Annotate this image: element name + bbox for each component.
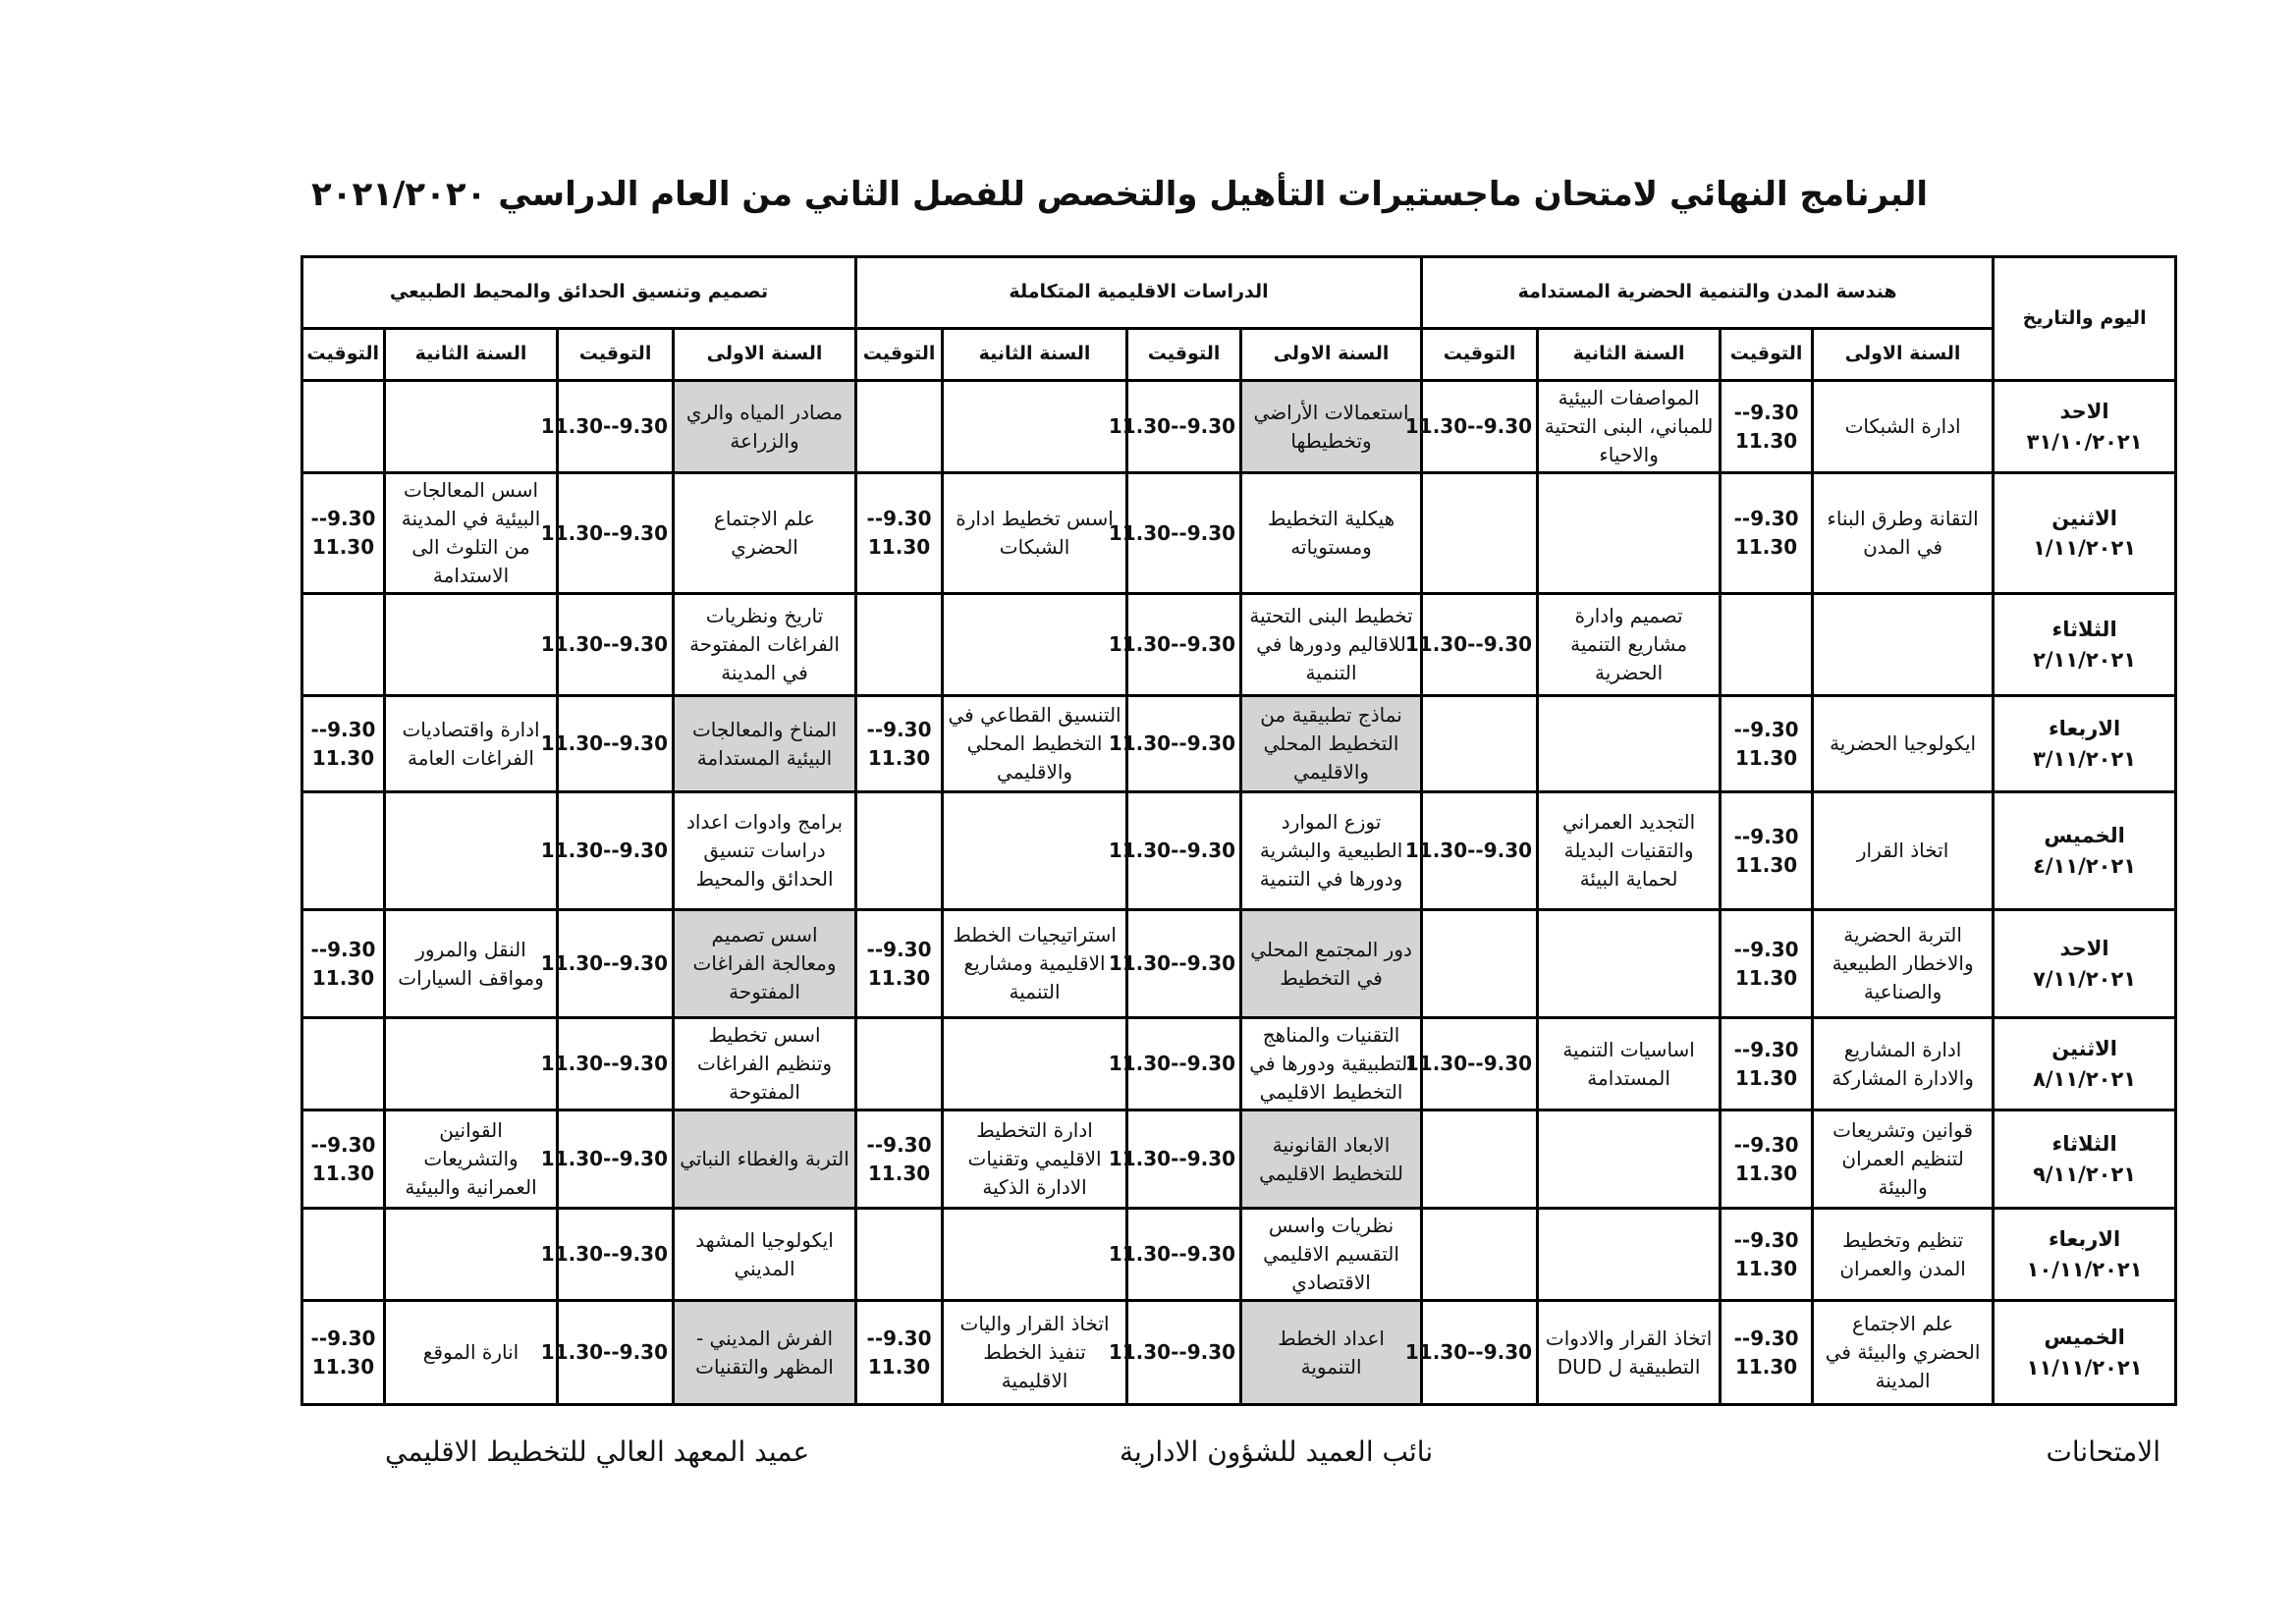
time-cell: 9.30--11.30 <box>558 381 674 473</box>
year1-header: السنة الاولى <box>1241 329 1422 381</box>
course-cell <box>856 594 943 696</box>
time-cell: 9.30-- 11.30 <box>856 1301 943 1405</box>
time-cell: 9.30--11.30 <box>1127 1018 1241 1110</box>
course-cell: اتخاذ القرار واليات تنفيذ الخطط الاقليمية <box>943 1301 1127 1405</box>
course-cell: دور المجتمع المحلي في التخطيط <box>1241 910 1422 1018</box>
time-cell: 9.30-- 11.30 <box>1721 1018 1813 1110</box>
timing-header: التوقيت <box>856 329 943 381</box>
course-cell: الفرش المديني - المظهر والتقنيات <box>674 1301 856 1405</box>
signature-exams: الامتحانات <box>2046 1435 2160 1468</box>
day-name: الثلاثاء <box>2051 1132 2117 1157</box>
year2-header: السنة الثانية <box>943 329 1127 381</box>
time-cell: 9.30-- 11.30 <box>856 910 943 1018</box>
table-row <box>302 1301 2176 1405</box>
day-date-cell <box>1994 473 2176 594</box>
year2-header: السنة الثانية <box>385 329 558 381</box>
course-cell: اتخاذ القرار <box>1813 792 1994 910</box>
course-cell <box>1422 910 1538 1018</box>
group-header-urban: هندسة المدن والتنمية الحضرية المستدامة <box>1422 257 1994 329</box>
day-name: الاربعاء <box>2048 1227 2121 1252</box>
course-cell <box>1538 910 1721 1018</box>
course-cell: التقانة وطرق البناء في المدن <box>1813 473 1994 594</box>
course-cell: التنسيق القطاعي في التخطيط المحلي والاقليمي <box>943 696 1127 792</box>
page-title: البرنامج النهائي لامتحان ماجستيرات التأهيل والتخصص للفصل الثاني من العام الدراسي ٢٠٢١/٢٠٢٠ <box>311 175 1928 214</box>
course-cell: نظريات واسس التقسيم الاقليمي الاقتصادي <box>1241 1209 1422 1301</box>
date-value: ١٠/١١/٢٠٢١ <box>2026 1257 2143 1281</box>
table-row <box>302 696 2176 792</box>
course-cell: اعداد الخطط التنموية <box>1241 1301 1422 1405</box>
course-cell <box>856 1018 943 1110</box>
time-cell: 9.30--11.30 <box>1422 1018 1538 1110</box>
date-value: ٢/١١/٢٠٢١ <box>2033 647 2137 672</box>
course-cell: ادارة التخطيط الاقليمي وتقنيات الادارة الذكية <box>943 1110 1127 1209</box>
time-cell: 9.30-- 11.30 <box>1721 792 1813 910</box>
time-cell: 9.30--11.30 <box>1422 594 1538 696</box>
course-cell: التجديد العمراني والتقنيات البديلة لحماية البيئة <box>1538 792 1721 910</box>
course-cell <box>302 381 385 473</box>
course-cell <box>385 594 558 696</box>
day-date-cell <box>1994 1301 2176 1405</box>
time-cell: 9.30--11.30 <box>558 594 674 696</box>
date-value: ٣/١١/٢٠٢١ <box>2033 746 2137 771</box>
course-cell: برامج وادوات اعداد دراسات تنسيق الحدائق والمحيط <box>674 792 856 910</box>
course-cell: تصميم وادارة مشاريع التنمية الحضرية <box>1538 594 1721 696</box>
course-cell <box>1538 696 1721 792</box>
course-cell: نماذج تطبيقية من التخطيط المحلي والاقليمي <box>1241 696 1422 792</box>
time-cell: 9.30-- 11.30 <box>302 473 385 594</box>
timing-header: التوقيت <box>1422 329 1538 381</box>
course-cell: اساسيات التنمية المستدامة <box>1538 1018 1721 1110</box>
course-cell: قوانين وتشريعات لتنظيم العمران والبيئة <box>1813 1110 1994 1209</box>
table-row <box>302 910 2176 1018</box>
time-cell: 9.30--11.30 <box>1422 381 1538 473</box>
course-cell: التربة الحضرية والاخطار الطبيعية والصناعية <box>1813 910 1994 1018</box>
course-cell: اسس تخطيط ادارة الشبكات <box>943 473 1127 594</box>
course-cell: الابعاد القانونية للتخطيط الاقليمي <box>1241 1110 1422 1209</box>
time-cell: 9.30-- 11.30 <box>856 473 943 594</box>
date-value: ٩/١١/٢٠٢١ <box>2033 1162 2137 1186</box>
course-cell: تنظيم وتخطيط المدن والعمران <box>1813 1209 1994 1301</box>
time-cell: 9.30-- 11.30 <box>1721 381 1813 473</box>
day-name: الاحد <box>2059 937 2109 961</box>
day-date-cell <box>1994 696 2176 792</box>
time-cell: 9.30-- 11.30 <box>1721 1209 1813 1301</box>
time-cell: 9.30-- 11.30 <box>302 1110 385 1209</box>
course-cell: اسس المعالجات البيئية في المدينة من التلوث الى الاستدامة <box>385 473 558 594</box>
course-cell: استعمالات الأراضي وتخطيطها <box>1241 381 1422 473</box>
course-cell <box>856 792 943 910</box>
day-date-cell <box>1994 792 2176 910</box>
course-cell: التقنيات والمناهج التطبيقية ودورها في التخطيط الاقليمي <box>1241 1018 1422 1110</box>
course-cell <box>1422 473 1538 594</box>
course-cell <box>385 792 558 910</box>
course-cell: علم الاجتماع الحضري <box>674 473 856 594</box>
day-name: الاحد <box>2059 400 2109 424</box>
time-cell: 9.30--11.30 <box>1422 792 1538 910</box>
day-date-cell <box>1994 381 2176 473</box>
course-cell <box>1538 1209 1721 1301</box>
day-name: الخميس <box>2044 824 2125 848</box>
course-cell <box>1538 1110 1721 1209</box>
table-row <box>302 381 2176 473</box>
time-cell: 9.30-- 11.30 <box>1721 473 1813 594</box>
time-cell: 9.30--11.30 <box>558 696 674 792</box>
table-row <box>302 1110 2176 1209</box>
time-cell: 9.30-- 11.30 <box>302 910 385 1018</box>
course-cell <box>302 1018 385 1110</box>
timing-header: التوقيت <box>1127 329 1241 381</box>
course-cell: ادارة واقتصاديات الفراغات العامة <box>385 696 558 792</box>
time-cell: 9.30--11.30 <box>1127 594 1241 696</box>
day-date-cell <box>1994 1209 2176 1301</box>
course-cell <box>943 1018 1127 1110</box>
time-cell: 9.30--11.30 <box>1127 1209 1241 1301</box>
course-cell <box>1422 696 1538 792</box>
course-cell <box>1538 473 1721 594</box>
year1-header: السنة الاولى <box>1813 329 1994 381</box>
course-cell <box>943 792 1127 910</box>
group-header-regional: الدراسات الاقليمية المتكاملة <box>856 257 1422 329</box>
course-cell <box>856 1209 943 1301</box>
course-cell: اسس تصميم ومعالجة الفراغات المفتوحة <box>674 910 856 1018</box>
time-cell: 9.30--11.30 <box>1127 1301 1241 1405</box>
course-cell: مصادر المياه والري والزراعة <box>674 381 856 473</box>
time-cell: 9.30-- 11.30 <box>1721 1110 1813 1209</box>
course-cell <box>943 594 1127 696</box>
time-cell: 9.30--11.30 <box>1127 792 1241 910</box>
course-cell <box>385 381 558 473</box>
course-cell: ايكولوجيا المشهد المديني <box>674 1209 856 1301</box>
table-row <box>302 1209 2176 1301</box>
course-cell: ادارة الشبكات <box>1813 381 1994 473</box>
time-cell: 9.30--11.30 <box>558 1301 674 1405</box>
time-cell: 9.30-- 11.30 <box>1721 696 1813 792</box>
time-cell: 9.30--11.30 <box>558 792 674 910</box>
course-cell: توزع الموارد الطبيعية والبشرية ودورها في التنمية <box>1241 792 1422 910</box>
course-cell: ادارة المشاريع والادارة المشاركة <box>1813 1018 1994 1110</box>
time-cell: 9.30--11.30 <box>1422 1301 1538 1405</box>
time-cell: 9.30--11.30 <box>1127 696 1241 792</box>
date-value: ٧/١١/٢٠٢١ <box>2033 966 2137 991</box>
course-cell <box>943 1209 1127 1301</box>
course-cell: تخطيط البنى التحتية للاقاليم ودورها في التنمية <box>1241 594 1422 696</box>
time-cell: 9.30-- 11.30 <box>1721 910 1813 1018</box>
time-cell: 9.30-- 11.30 <box>856 696 943 792</box>
course-cell: النقل والمرور ومواقف السيارات <box>385 910 558 1018</box>
year2-header: السنة الثانية <box>1538 329 1721 381</box>
day-date-cell <box>1994 1110 2176 1209</box>
time-cell: 9.30-- 11.30 <box>1721 1301 1813 1405</box>
schedule-body <box>302 381 2176 1405</box>
day-date-cell <box>1994 1018 2176 1110</box>
course-cell: انارة الموقع <box>385 1301 558 1405</box>
header-row-groups <box>302 257 2176 329</box>
date-value: ٤/١١/٢٠٢١ <box>2033 853 2137 878</box>
timing-header: التوقيت <box>302 329 385 381</box>
course-cell: القوانين والتشريعات العمرانية والبيئية <box>385 1110 558 1209</box>
course-cell: اتخاذ القرار والادوات التطبيقية ل DUD <box>1538 1301 1721 1405</box>
day-date-cell <box>1994 594 2176 696</box>
date-value: ١١/١١/٢٠٢١ <box>2026 1355 2143 1380</box>
day-name: الخميس <box>2044 1326 2125 1350</box>
course-cell: ايكولوجيا الحضرية <box>1813 696 1994 792</box>
table-row <box>302 1018 2176 1110</box>
course-cell <box>1813 594 1994 696</box>
table-row <box>302 792 2176 910</box>
course-cell: هيكلية التخطيط ومستوياته <box>1241 473 1422 594</box>
course-cell <box>302 792 385 910</box>
day-name: الاثنين <box>2051 1037 2117 1061</box>
course-cell <box>1422 1209 1538 1301</box>
time-cell: 9.30--11.30 <box>558 473 674 594</box>
time-cell: 9.30--11.30 <box>1127 910 1241 1018</box>
date-value: ١/١١/٢٠٢١ <box>2033 536 2137 560</box>
course-cell <box>385 1209 558 1301</box>
course-cell <box>302 594 385 696</box>
day-name: الثلاثاء <box>2051 618 2117 642</box>
time-cell: 9.30--11.30 <box>558 1110 674 1209</box>
time-cell: 9.30--11.30 <box>558 1209 674 1301</box>
day-date-header: اليوم والتاريخ <box>1994 257 2176 381</box>
time-cell: 9.30-- 11.30 <box>856 1110 943 1209</box>
course-cell <box>856 381 943 473</box>
exam-schedule-table <box>301 255 2177 1406</box>
course-cell <box>943 381 1127 473</box>
date-value: ٨/١١/٢٠٢١ <box>2033 1066 2137 1091</box>
day-name: الاثنين <box>2051 506 2117 530</box>
table-row <box>302 473 2176 594</box>
day-name: الاربعاء <box>2048 717 2121 741</box>
time-cell: 9.30--11.30 <box>558 1018 674 1110</box>
date-value: ٣١/١٠/٢٠٢١ <box>2026 429 2143 454</box>
course-cell <box>302 1209 385 1301</box>
time-cell: 9.30-- 11.30 <box>302 696 385 792</box>
header-row-subcolumns <box>302 329 2176 381</box>
timing-header: التوقيت <box>558 329 674 381</box>
time-cell: 9.30--11.30 <box>1127 1110 1241 1209</box>
course-cell: تاريخ ونظريات الفراغات المفتوحة في المدينة <box>674 594 856 696</box>
day-date-cell <box>1994 910 2176 1018</box>
course-cell: المناخ والمعالجات البيئية المستدامة <box>674 696 856 792</box>
course-cell: المواصفات البيئية للمباني، البنى التحتية والاحياء <box>1538 381 1721 473</box>
course-cell: علم الاجتماع الحضري والبيئة في المدينة <box>1813 1301 1994 1405</box>
course-cell <box>1422 1110 1538 1209</box>
course-cell <box>1721 594 1813 696</box>
time-cell: 9.30--11.30 <box>558 910 674 1018</box>
course-cell: اسس تخطيط وتنظيم الفراغات المفتوحة <box>674 1018 856 1110</box>
table-row <box>302 594 2176 696</box>
course-cell: استراتيجيات الخطط الاقليمية ومشاريع التنمية <box>943 910 1127 1018</box>
course-cell: التربة والغطاء النباتي <box>674 1110 856 1209</box>
signature-vice-dean: نائب العميد للشؤون الادارية <box>1120 1435 1434 1468</box>
year1-header: السنة الاولى <box>674 329 856 381</box>
time-cell: 9.30-- 11.30 <box>302 1301 385 1405</box>
time-cell: 9.30--11.30 <box>1127 473 1241 594</box>
course-cell <box>385 1018 558 1110</box>
group-header-landscape: تصميم وتنسيق الحدائق والمحيط الطبيعي <box>302 257 856 329</box>
signature-dean: عميد المعهد العالي للتخطيط الاقليمي <box>385 1435 810 1468</box>
timing-header: التوقيت <box>1721 329 1813 381</box>
time-cell: 9.30--11.30 <box>1127 381 1241 473</box>
